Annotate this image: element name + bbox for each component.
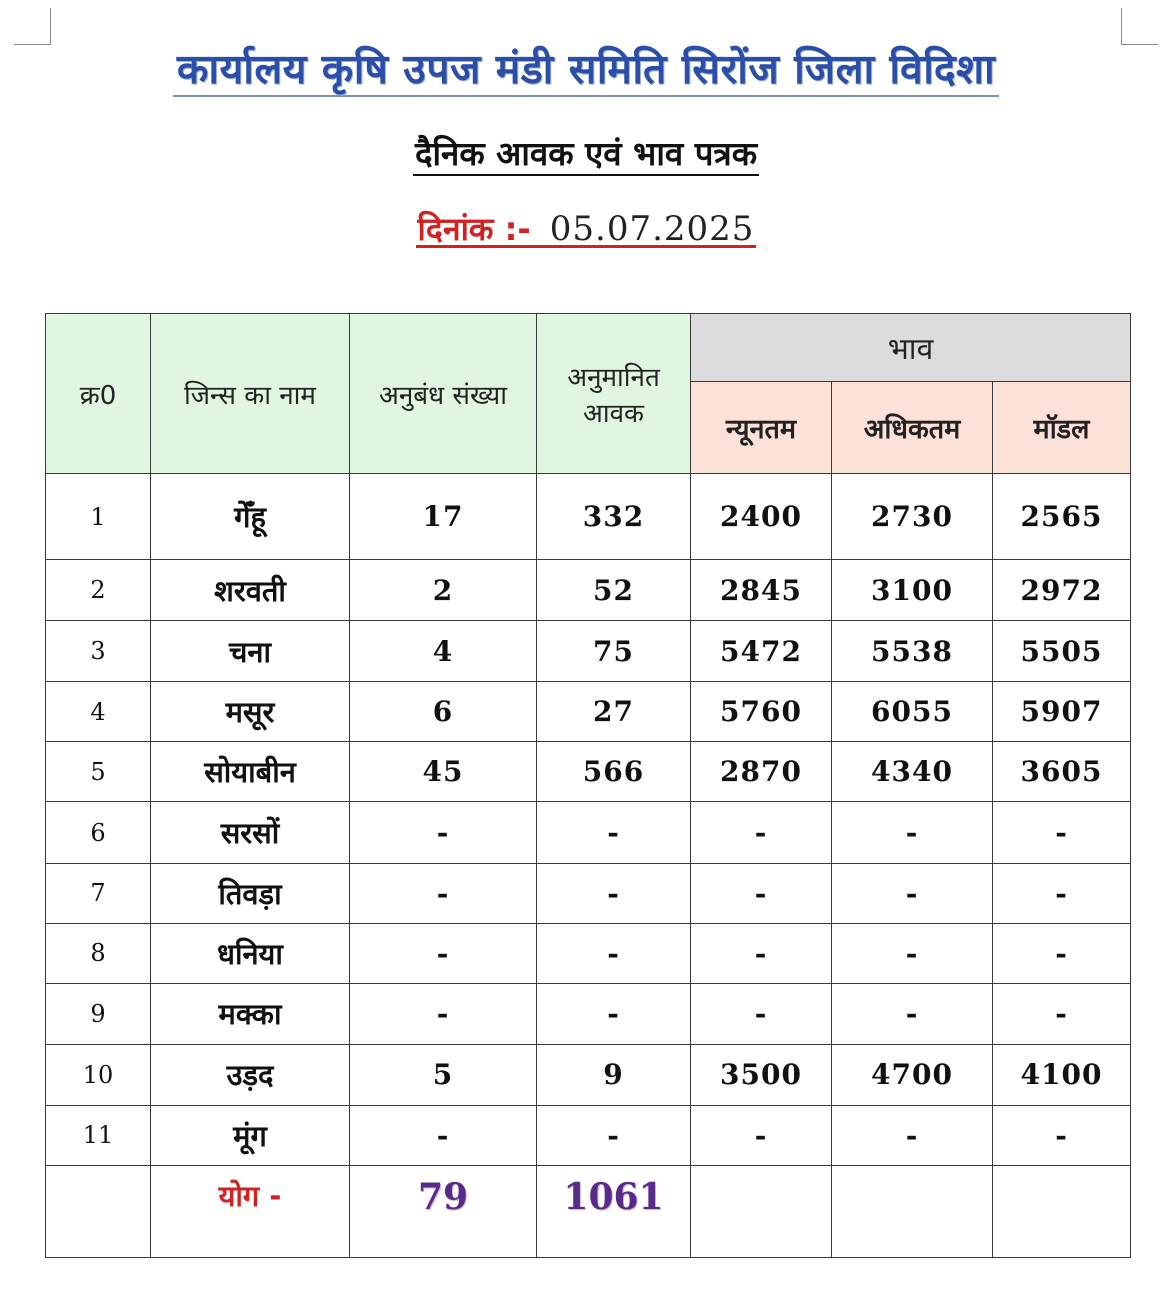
cell-contracts: 4: [350, 621, 537, 682]
cell-arrival: -: [537, 983, 691, 1044]
cell-name: धनिया: [151, 923, 350, 983]
total-label: योग -: [151, 1165, 350, 1257]
table-row: [46, 863, 1131, 923]
cell-min: 2870: [691, 742, 832, 802]
cell-arrival: 9: [537, 1044, 691, 1105]
col-header-min: न्यूनतम: [691, 382, 832, 474]
cell-max: -: [832, 983, 993, 1044]
cell-sn: 2: [46, 560, 151, 621]
cell-modal: 2972: [993, 560, 1131, 621]
total-contracts: 79: [350, 1165, 537, 1257]
table-row: [46, 923, 1131, 983]
cell-modal: -: [993, 863, 1131, 923]
col-header-contracts: अनुबंध संख्या: [350, 314, 537, 474]
cell-arrival: 75: [537, 621, 691, 682]
cell-sn: 1: [46, 474, 151, 560]
cell-max: 3100: [832, 560, 993, 621]
table-row: [46, 682, 1131, 742]
cell-max: 4700: [832, 1044, 993, 1105]
header-row-1: [46, 314, 1131, 382]
table-row: [46, 474, 1131, 560]
cell-min: 2845: [691, 560, 832, 621]
cell-sn: 4: [46, 682, 151, 742]
col-header-max: अधिकतम: [832, 382, 993, 474]
date-underline: [416, 209, 757, 249]
cell-contracts: 17: [350, 474, 537, 560]
cell-sn: 11: [46, 1105, 151, 1165]
cell-name: चना: [151, 621, 350, 682]
cell-arrival: 332: [537, 474, 691, 560]
cell-arrival: -: [537, 923, 691, 983]
cell-max: -: [832, 923, 993, 983]
total-empty-modal: [993, 1165, 1131, 1257]
table-row: [46, 802, 1131, 863]
cell-name: मसूर: [151, 682, 350, 742]
table-row: [46, 1105, 1131, 1165]
cell-max: -: [832, 1105, 993, 1165]
cell-sn: 3: [46, 621, 151, 682]
table-row: [46, 1044, 1131, 1105]
cell-sn: 7: [46, 863, 151, 923]
cell-arrival: -: [537, 802, 691, 863]
report-subtitle: [0, 130, 1172, 175]
table-row: [46, 621, 1131, 682]
table-row: [46, 560, 1131, 621]
cell-arrival: 52: [537, 560, 691, 621]
col-header-arrival: [537, 314, 691, 474]
cell-contracts: 5: [350, 1044, 537, 1105]
cell-max: -: [832, 802, 993, 863]
office-title-text: कार्यालय कृषि उपज मंडी समिति सिरोंज जिला विदिशा: [173, 45, 999, 97]
total-row: [46, 1165, 1131, 1257]
cell-name: शरवती: [151, 560, 350, 621]
date-value: 05.07.2025: [549, 209, 755, 249]
cell-contracts: -: [350, 863, 537, 923]
cell-name: सरसों: [151, 802, 350, 863]
cell-arrival: 566: [537, 742, 691, 802]
cell-min: -: [691, 923, 832, 983]
col-header-arrival-line1: अनुमानित: [567, 362, 660, 393]
cell-modal: -: [993, 983, 1131, 1044]
cell-contracts: -: [350, 983, 537, 1044]
cell-contracts: 2: [350, 560, 537, 621]
cell-min: 3500: [691, 1044, 832, 1105]
cell-modal: 5907: [993, 682, 1131, 742]
cell-modal: 4100: [993, 1044, 1131, 1105]
cell-sn: 10: [46, 1044, 151, 1105]
date-line: [0, 207, 1172, 250]
col-header-commodity: जिन्स का नाम: [151, 314, 350, 474]
col-header-price-group: भाव: [691, 314, 1131, 382]
cell-sn: 9: [46, 983, 151, 1044]
office-title: [0, 40, 1172, 96]
table-row: [46, 742, 1131, 802]
cell-max: 4340: [832, 742, 993, 802]
cell-name: मूंग: [151, 1105, 350, 1165]
cell-contracts: -: [350, 1105, 537, 1165]
cell-contracts: 45: [350, 742, 537, 802]
cell-arrival: -: [537, 863, 691, 923]
cell-arrival: -: [537, 1105, 691, 1165]
cell-min: 5760: [691, 682, 832, 742]
date-label: दिनांक :-: [417, 210, 531, 248]
cell-contracts: 6: [350, 682, 537, 742]
total-empty-min: [691, 1165, 832, 1257]
cell-arrival: 27: [537, 682, 691, 742]
cell-min: -: [691, 802, 832, 863]
cell-name: मक्का: [151, 983, 350, 1044]
cell-name: सोयाबीन: [151, 742, 350, 802]
col-header-arrival-line2: आवक: [583, 398, 644, 429]
cell-name: उड़द: [151, 1044, 350, 1105]
cell-min: -: [691, 983, 832, 1044]
cell-sn: 6: [46, 802, 151, 863]
cell-min: -: [691, 863, 832, 923]
col-header-modal: मॉडल: [993, 382, 1131, 474]
cell-contracts: -: [350, 802, 537, 863]
cell-min: -: [691, 1105, 832, 1165]
table-row: [46, 983, 1131, 1044]
cell-min: 2400: [691, 474, 832, 560]
total-empty-serial: [46, 1165, 151, 1257]
cell-modal: -: [993, 1105, 1131, 1165]
cell-min: 5472: [691, 621, 832, 682]
cell-modal: 3605: [993, 742, 1131, 802]
cell-name: गेँहू: [151, 474, 350, 560]
cell-sn: 8: [46, 923, 151, 983]
cell-modal: 2565: [993, 474, 1131, 560]
cell-max: 2730: [832, 474, 993, 560]
cell-max: -: [832, 863, 993, 923]
cell-modal: -: [993, 923, 1131, 983]
total-empty-max: [832, 1165, 993, 1257]
cell-contracts: -: [350, 923, 537, 983]
cell-max: 5538: [832, 621, 993, 682]
cell-sn: 5: [46, 742, 151, 802]
cell-modal: -: [993, 802, 1131, 863]
report-subtitle-text: दैनिक आवक एवं भाव पत्रक: [413, 134, 759, 176]
rates-table: [45, 313, 1131, 1258]
total-arrival: 1061: [537, 1165, 691, 1257]
cell-max: 6055: [832, 682, 993, 742]
cell-modal: 5505: [993, 621, 1131, 682]
col-header-serial: क्र0: [46, 314, 151, 474]
cell-name: तिवड़ा: [151, 863, 350, 923]
